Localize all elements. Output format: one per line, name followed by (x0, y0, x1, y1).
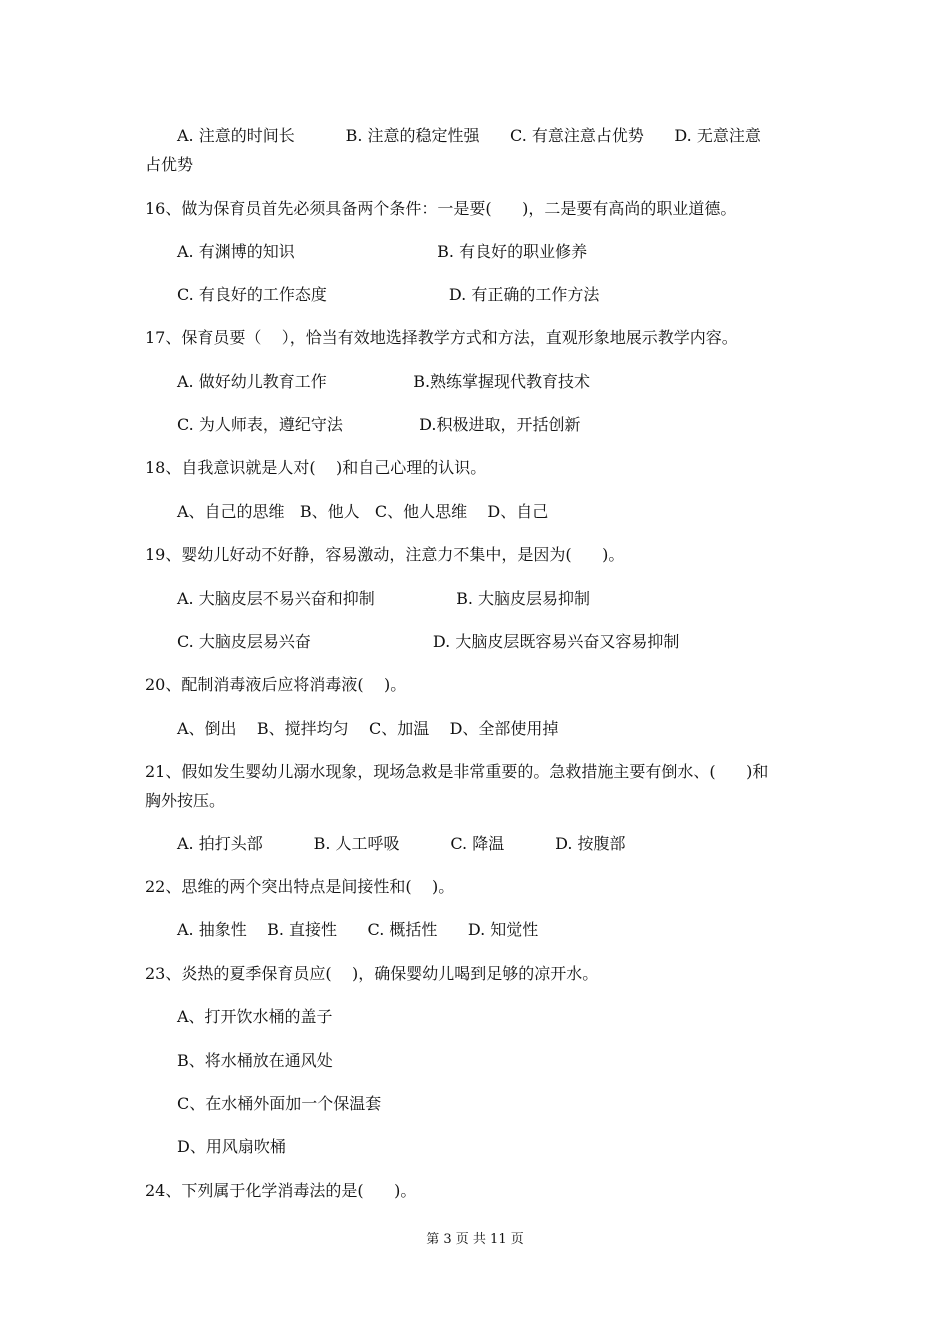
question-21-line1: 21、假如发生婴幼儿溺水现象，现场急救是非常重要的。急救措施主要有倒水、( )和 (145, 762, 769, 781)
q23-option-b: B、将水桶放在通风处 (177, 1051, 333, 1070)
question-24: 24、下列属于化学消毒法的是( )。 (145, 1181, 417, 1200)
q19-options-ab: A. 大脑皮层不易兴奋和抑制 B. 大脑皮层易抑制 (177, 589, 591, 608)
q17-options-cd: C. 为人师表，遵纪守法 D.积极进取，开括创新 (177, 415, 581, 434)
question-20: 20、配制消毒液后应将消毒液( )。 (145, 675, 407, 694)
q22-options: A. 抽象性 B. 直接性 C. 概括性 D. 知觉性 (177, 920, 539, 939)
question-17: 17、保育员要（ ），恰当有效地选择教学方式和方法，直观形象地展示教学内容。 (145, 328, 738, 347)
q21-options: A. 拍打头部 B. 人工呼吸 C. 降温 D. 按腹部 (177, 834, 626, 853)
question-16: 16、做为保育员首先必须具备两个条件：一是要( )，二是要有高尚的职业道德。 (145, 199, 737, 218)
q23-option-d: D、用风扇吹桶 (177, 1137, 286, 1156)
q23-option-a: A、打开饮水桶的盖子 (177, 1007, 333, 1026)
q23-option-c: C、在水桶外面加一个保温套 (177, 1094, 382, 1113)
question-23: 23、炎热的夏季保育员应( )，确保婴幼儿喝到足够的凉开水。 (145, 964, 599, 983)
q19-options-cd: C. 大脑皮层易兴奋 D. 大脑皮层既容易兴奋又容易抑制 (177, 632, 680, 651)
question-21-line2: 胸外按压。 (145, 791, 226, 810)
q16-options-ab: A. 有渊博的知识 B. 有良好的职业修养 (177, 242, 588, 261)
q17-options-ab: A. 做好幼儿教育工作 B.熟练掌握现代教育技术 (177, 372, 591, 391)
question-19: 19、婴幼儿好动不好静，容易激动，注意力不集中，是因为( )。 (145, 545, 625, 564)
page-footer: 第 3 页 共 11 页 (426, 1232, 524, 1247)
q15-options-line2: 占优势 (145, 155, 194, 174)
question-18: 18、自我意识就是人对( )和自己心理的认识。 (145, 458, 487, 477)
q16-options-cd: C. 有良好的工作态度 D. 有正确的工作方法 (177, 285, 600, 304)
question-22: 22、思维的两个突出特点是间接性和( )。 (145, 877, 455, 896)
q15-options-line1: A. 注意的时间长 B. 注意的稳定性强 C. 有意注意占优势 D. 无意注意 (177, 126, 761, 145)
q18-options: A、自己的思维 B、他人 C、他人思维 D、自己 (177, 502, 549, 521)
q20-options: A、倒出 B、搅拌均匀 C、加温 D、全部使用掉 (177, 719, 559, 738)
